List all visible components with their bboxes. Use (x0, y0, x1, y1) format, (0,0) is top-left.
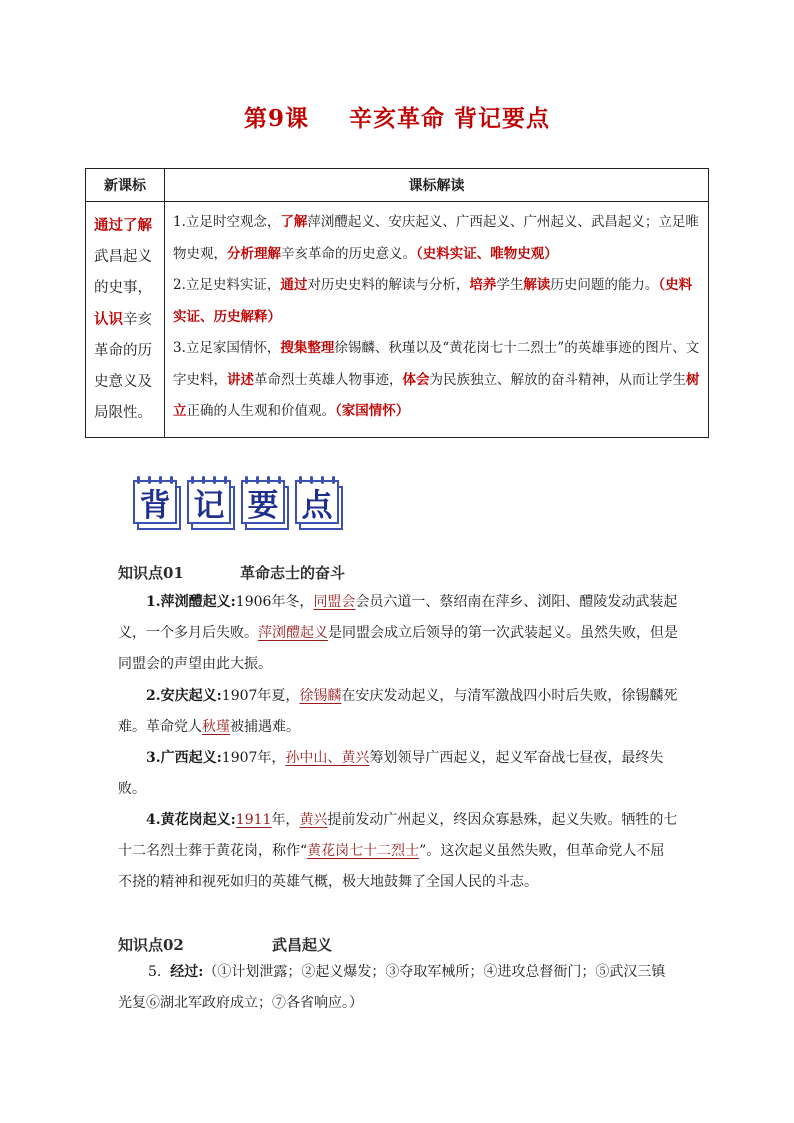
table-header-row (86, 169, 709, 202)
knowledge-point-number: 知识点02 (118, 936, 184, 954)
interpretation-item-2: 2.立足史料实证，通过对历史史料的解读与分析，培养学生解读历史问题的能力。（史料实证、历史解释） (173, 277, 693, 325)
interpretation-cell (165, 202, 709, 438)
lesson-topic: 辛亥革命 背记要点 (349, 105, 551, 132)
knowledge-point-number: 知识点01 (118, 564, 184, 582)
interpretation-item-1: 1.立足时空观念，了解萍浏醴起义、安庆起义、广西起义、广州起义、武昌起义；立足唯物史观，分析理解辛亥革命的历史意义。（史料实证、唯物史观） (173, 214, 699, 262)
header-new-standard: 新课标 (86, 169, 165, 202)
curriculum-standard-table (85, 168, 709, 438)
kp1-item-1: 1.萍浏醴起义:1906年冬，同盟会会员六道一、蔡绍南在萍乡、浏阳、醴陵发动武装起义，一个多月后失败。萍浏醴起义是同盟会成立后领导的第一次武装起义。虽然失败，但是同盟会的声望由此大振。 (118, 594, 678, 672)
page-title (0, 100, 794, 133)
badge-yao: 要 (241, 480, 287, 526)
memorize-points-banner (133, 480, 341, 536)
badge-ji: 记 (187, 480, 233, 526)
badge-bei: 背 (133, 480, 179, 526)
new-standard-cell: 通过了解武昌起义的史事，认识辛亥革命的历史意义及局限性。 (86, 202, 165, 438)
interpretation-item-3: 3.立足家国情怀，搜集整理徐锡麟、秋瑾以及“黄花岗七十二烈士”的英雄事迹的图片、文字史料，讲述革命烈士英雄人物事迹，体会为民族独立、解放的奋斗精神，从而让学生树立正确的人生观和价值观。（家国情怀） (173, 340, 700, 419)
table-row (86, 202, 709, 438)
kp1-item-4: 4.黄花岗起义:1911年，黄兴提前发动广州起义，终因众寡悬殊，起义失败。牺牲的七十二名烈士葬于黄花岗，称作“黄花岗七十二烈士”。这次起义虽然失败，但革命党人不屈不挠的精神和视死如归的英雄气概，极大地鼓舞了全国人民的斗志。 (118, 812, 678, 890)
kp1-item-3: 3.广西起义:1907年，孙中山、黄兴筹划领导广西起义，起义军奋战七昼夜，最终失败。 (118, 750, 664, 797)
badge-dian: 点 (295, 480, 341, 526)
header-standard-interpretation: 课标解读 (165, 169, 709, 202)
lesson-number: 第9课 (243, 105, 309, 132)
kp1-item-2: 2.安庆起义:1907年夏，徐锡麟在安庆发动起义，与清军激战四小时后失败，徐锡麟死难。革命党人秋瑾被捕遇难。 (118, 688, 678, 735)
knowledge-point-2-heading (118, 934, 333, 955)
knowledge-point-title: 武昌起义 (272, 936, 333, 954)
kp2-item-5: 5. 经过:（①计划泄露；②起义爆发；③夺取军械所；④进攻总督衙门；⑤武汉三镇光复⑥湖北军政府成立；⑦各省响应。） (118, 964, 666, 1011)
knowledge-point-1-heading (118, 562, 346, 583)
knowledge-point-title: 革命志士的奋斗 (240, 564, 346, 582)
